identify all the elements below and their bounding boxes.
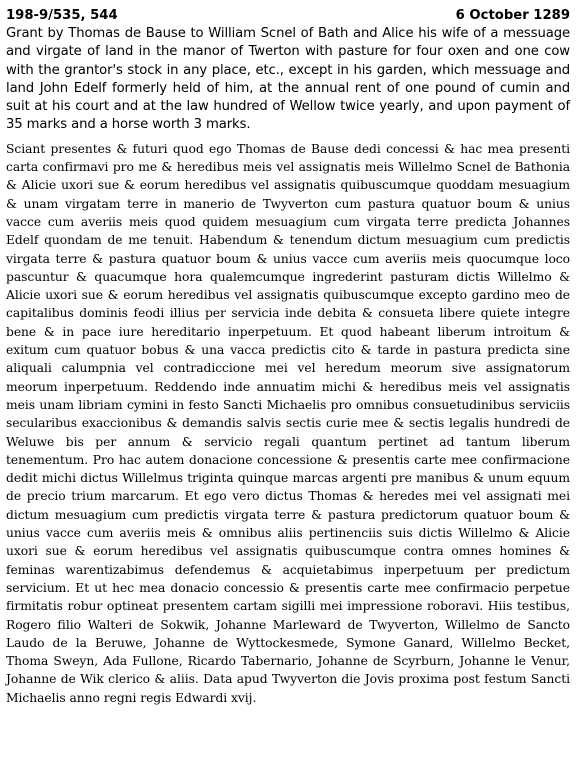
english-summary: Grant by Thomas de Bause to William Scnel of Bath and Alice his wife of a messuage and virgate of land in the manor of Twerton with pasture for four oxen and one cow with the grantor's stock in any place, etc., except in his garden, which messuage and land John Edelf formerly held of him, at the annual rent of one pound of cumin and suit at his court and at the law hundred of Wellow twice yearly, and upon payment of 35 marks and a horse worth 3 marks. [6,26,570,133]
latin-charter-text: Sciant presentes & futuri quod ego Thomas de Bause dedi concessi & hac mea presenti carta confirmavi pro me & heredibus meis vel assignatis meis Willelmo Scnel de Bathonia & Alicie uxori sue & eorum heredibus vel assignatis quibuscumque quoddam mesuagium & unam virgatam terre in manerio de Twyverton cum pastura quatuor boum & unius vacce cum averiis meis quod quidem mesuagium cum virgata terre predicta Johannes Edelf quondam de me tenuit. Habendum & tenendum dictum mesuagium cum predictis virgata terre & pastura quatuor boum & unius vacce cum averiis meis quocumque loco pascuntur & quacumque hora qualemcumque ingrederint pasturam dictis Willelmo & Alicie uxori sue & eorum heredibus vel assignatis quibuscumque excepto gardino meo de capitalibus dominis feodi illius per servicia inde debita & consueta libere quiete integre bene & in pace iure hereditario inperpetuum. Et quod habeant liberum introitum & exitum cum quatuor bobus & una vacca predictis cito & tarde in pastura predicta sine aliquali calumpnia vel contradiccione mei vel heredum meorum sive assignatorum meorum inperpetuum. Reddendo inde annuatim michi & heredibus meis vel assignatis meis unam libriam cymini in festo Sancti Michaelis pro omnibus consuetudinibus serviciis secularibus exaccionibus & demandis salvis sectis curie mee & sectis legalis hundredi de Weluwe bis per annum & servicio regali quantum pertinet ad tantum liberum tenementum. Pro hac autem donacione concessione & presentis carte mee confirmacione dedit michi dictus Willelmus triginta quinque marcas argenti pre manibus & unum equum de precio trium marcarum. Et ego vero dictus Thomas & heredes mei vel assignati mei dictum mesuagium cum predictis virgata terre & pastura predictorum quatuor boum & unius vacce cum averiis meis & omnibus aliis pertinenciis suis dictis Willelmo & Alicie uxori sue & eorum heredibus vel assignatis quibuscumque contra omnes homines & feminas warentizabimus defendemus & acquietabimus inperpetuum per predictum servicium. Et ut hec mea donacio concessio & presentis carte mee confirmacio perpetue firmitatis robur optineat presentem cartam sigilli mei impressione roboravi. Hiis testibus, Rogero filio Walteri de Sokwik, Johanne Marleward de Twyverton, Willelmo de Sancto Laudo de la Beruwe, Johanne de Wyttockesmede, Symone Ganard, Willelmo Becket, Thoma Sweyn, Ada Fullone, Ricardo Tabernario, Johanne de Scyrburn, Johanne le Venur, Johanne de Wik clerico & aliis. Data apud Twyverton die Jovis proxima post festum Sancti Michaelis anno regni regis Edwardi xvij. [6,141,570,705]
document-reference: 198-9/535, 544 [6,8,118,23]
document-header [6,7,570,24]
document-page [6,7,570,707]
document-date: 6 October 1289 [455,8,570,23]
